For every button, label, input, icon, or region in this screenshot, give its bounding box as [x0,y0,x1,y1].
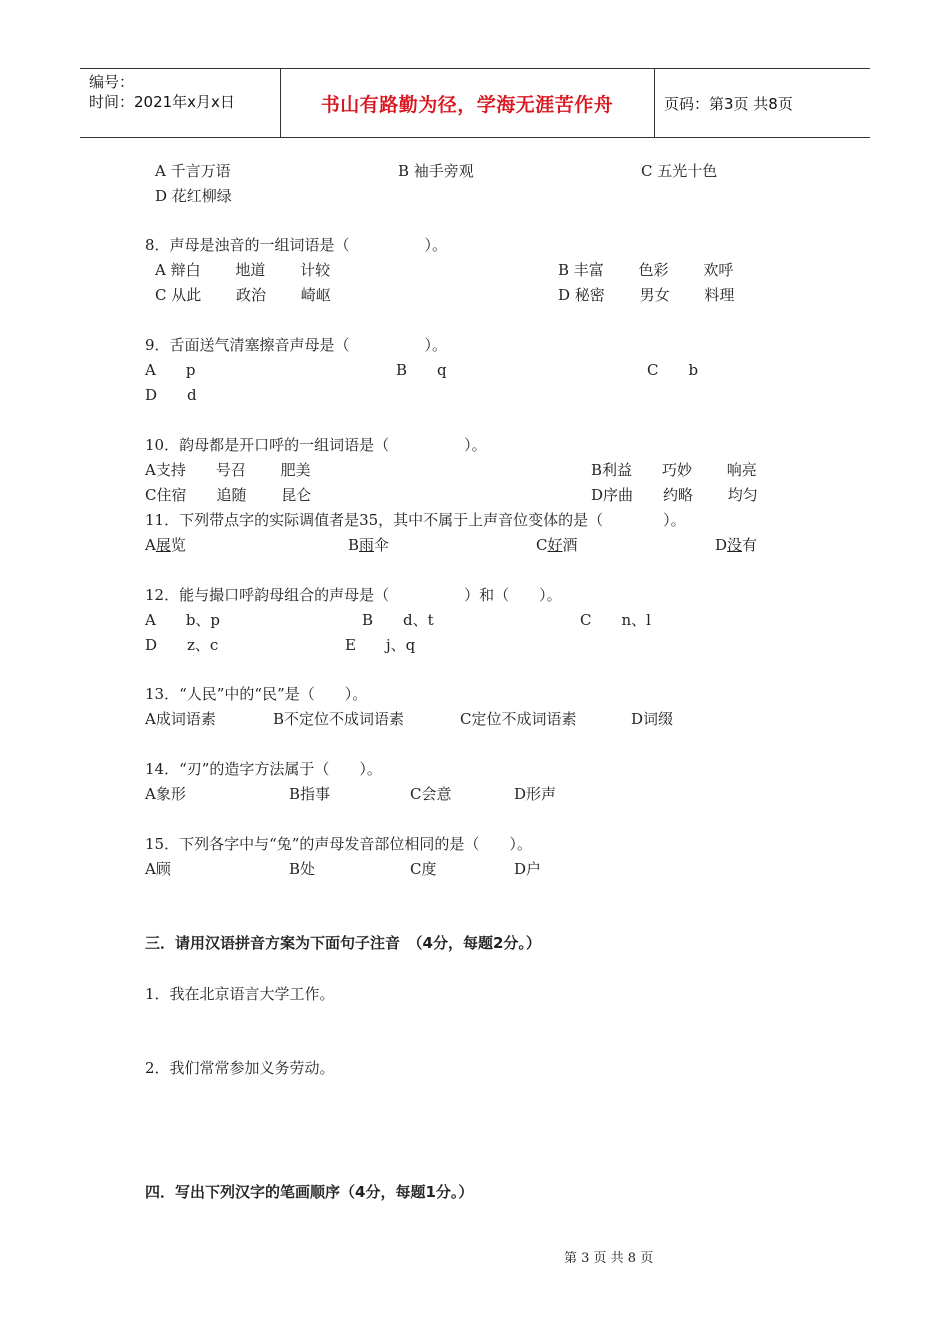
q9-option-b: B q [396,361,447,379]
dotted-char: 好 [547,536,563,554]
dotted-char: 展 [155,536,171,554]
q7-option-c: C 五光十色 [641,162,718,180]
q9-stem: 9．舌面送气清塞擦音声母是（ ）。 [145,336,448,354]
q11-stem: 11．下列带点字的实际调值者是35，其中不属于上声音位变体的是（ ）。 [145,511,686,529]
q10-stem: 10．韵母都是开口呼的一组词语是（ ）。 [145,436,487,454]
q13-option-c: C定位不成词语素 [460,710,577,728]
header-left [89,72,235,112]
q7-option-b: B 袖手旁观 [398,162,474,180]
q8-option-a: A 辩白 地道 计较 [155,261,331,279]
time-label: 时间：2021年x月x日 [89,93,235,111]
q10-option-a: A支持 号召 肥美 [145,461,311,479]
q8-option-b: B 丰富 色彩 欢呼 [558,261,734,279]
q14-option-d: D形声 [514,785,557,803]
section3-title: 三．请用汉语拼音方案为下面句子注音 （4分，每题2分。） [145,934,541,952]
q10-option-c: C住宿 追随 昆仑 [145,486,312,504]
dotted-char: 雨 [359,536,375,554]
q14-option-c: C会意 [410,785,452,803]
q13-option-b: B不定位不成词语素 [273,710,405,728]
q13-stem: 13．“人民”中的“民”是（ ）。 [145,685,368,703]
dotted-char: 没 [727,536,743,554]
q14-stem: 14．“刃”的造字方法属于（ ）。 [145,760,382,778]
q11-option-c: C好酒 [536,536,578,554]
q12-option-a: A b、p [145,611,221,629]
q8-option-d: D 秘密 男女 料理 [558,286,735,304]
q12-option-d: D z、c [145,636,219,654]
section4-title: 四．写出下列汉字的笔画顺序（4分，每题1分。） [145,1183,474,1201]
q12-stem: 12．能与撮口呼韵母组合的声母是（ ）和（ ）。 [145,586,562,604]
q14-option-b: B指事 [289,785,331,803]
q12-option-c: C n、l [580,611,651,629]
q15-option-a: A顾 [145,860,171,878]
q12-option-e: E j、q [345,636,416,654]
number-label: 编号： [89,73,135,91]
q13-option-a: A成词语素 [145,710,216,728]
page-info: 页码：第3页 共8页 [664,95,793,113]
q15-option-c: C度 [410,860,437,878]
q9-option-d: D d [145,386,197,404]
q12-option-b: B d、t [362,611,434,629]
q11-option-b: B雨伞 [348,536,390,554]
page-footer: 第 3 页 共 8 页 [564,1251,654,1266]
q11-option-d: D没有 [715,536,758,554]
page-header [80,68,870,138]
q7-option-d: D 花红柳绿 [155,187,232,205]
q15-stem: 15．下列各字中与“兔”的声母发音部位相同的是（ ）。 [145,835,532,853]
q9-option-c: C b [647,361,699,379]
q11-option-a: A展览 [145,536,186,554]
header-divider [654,69,655,137]
q7-option-a: A 千言万语 [155,162,231,180]
section3-sentence-1: 1．我在北京语言大学工作。 [145,985,335,1003]
motto: 书山有路勤为径，学海无涯苦作舟 [320,93,614,116]
section3-sentence-2: 2．我们常常参加义务劳动。 [145,1059,335,1077]
q8-option-c: C 从此 政治 崎岖 [155,286,331,304]
q9-option-a: A p [145,361,196,379]
q14-option-a: A象形 [145,785,186,803]
q10-option-d: D序曲 约略 均匀 [591,486,758,504]
q10-option-b: B利益 巧妙 响亮 [591,461,757,479]
q15-option-b: B处 [289,860,316,878]
q8-stem: 8．声母是浊音的一组词语是（ ）。 [145,236,448,254]
q15-option-d: D户 [514,860,542,878]
q13-option-d: D词缀 [631,710,674,728]
